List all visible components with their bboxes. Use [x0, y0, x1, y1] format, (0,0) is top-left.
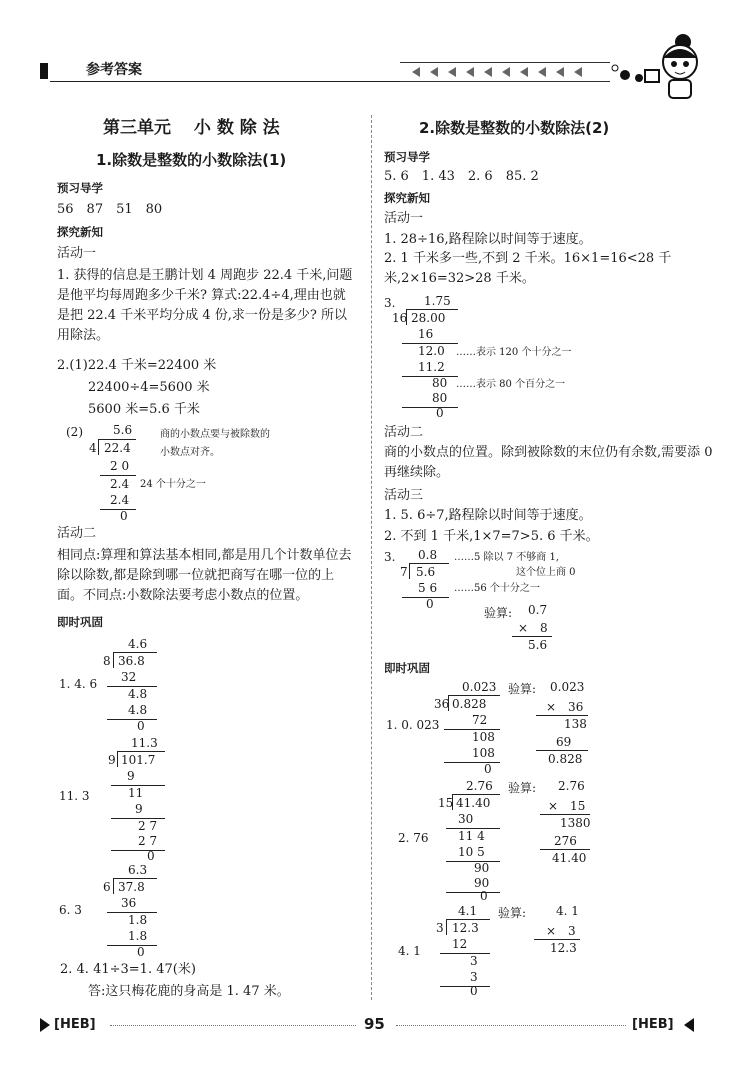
right-activity2-heading: 活动二 [384, 425, 424, 440]
activity1-step2b: 22400÷4=5600 米 [88, 380, 210, 395]
lesson1-title: 1.除数是整数的小数除法(1) [96, 151, 287, 169]
column-divider [371, 115, 372, 1000]
consolidate-heading: 即时巩固 [57, 615, 103, 629]
arrow-pattern-icon [400, 63, 610, 81]
right-explore-heading: 探究新知 [384, 191, 430, 205]
long-division-5.6: 3. 0.8 7 5.6 5 6 0 ……5 除以 7 不够商 1, 这个位上商 0 ……56 个十分之一 验算: 0.7 × 8 5.6 [384, 548, 576, 652]
right-activity1-q2: 2. 1 千米多一些,不到 2 千米。16×1=16<28 千米,2×16=32>28 千米。 [384, 251, 672, 286]
preview-heading: 预习导学 [57, 181, 103, 195]
long-division-22.4: (2) 5.6 4 22.4 2 0 2.4 2.4 0 商的小数点要与被除数的 小数点对齐。 24 个十分之一 [66, 423, 270, 523]
right-activity2-text: 商的小数点的位置。除到被除数的末位仍有余数,需要添 0 再继续除。 [384, 445, 713, 480]
activity1-text: 1. 获得的信息是王鹏计划 4 周跑步 22.4 千米,问题是他平均每周跑多少千米? 算式:22.4÷4,理由也就是把 22.4 千米平均分成 4 份,求一份是多少? 所以用除法。 [57, 268, 353, 343]
long-division-101.7: 11. 3 11.3 9 101.7 9 11 9 2 7 2 7 0 [55, 735, 255, 857]
activity2-heading: 活动二 [57, 526, 97, 541]
question2-answer: 答:这只梅花鹿的身高是 1. 47 米。 [88, 984, 290, 999]
long-division-0.828: 1. 0. 023 0.023 36 0.828 72 108 108 0 验算: 0.023 × 36 138 69 0.828 [386, 680, 587, 776]
right-preview-answers: 5. 6 1. 43 2. 6 85. 2 [384, 169, 539, 184]
activity1-heading: 活动一 [57, 246, 97, 261]
right-activity1-q1: 1. 28÷16,路程除以时间等于速度。 [384, 232, 592, 247]
right-activity1-heading: 活动一 [384, 211, 424, 226]
header-bar [40, 60, 420, 82]
long-division-41.40: 2. 76 2.76 15 41.40 30 11 4 10 5 90 90 0 验算: 2.76 × 15 1380 276 41.40 [398, 779, 591, 903]
right-consolidate-heading: 即时巩固 [384, 661, 430, 675]
right-activity3-q2: 2. 不到 1 千米,1×7=7>5. 6 千米。 [384, 529, 599, 544]
activity2-text: 相同点:算理和算法基本相同,都是用几个计数单位去除以除数,都是除到哪一位就把商写在哪一位的上面。不同点:小数除法要考虑小数点的位置。 [57, 548, 352, 603]
footer-left-code: [HEB] [54, 1017, 96, 1032]
lesson2-title: 2.除数是整数的小数除法(2) [419, 119, 610, 137]
footer-right-marker-icon [684, 1018, 694, 1032]
footer-right-code: [HEB] [632, 1017, 674, 1032]
header-title: 参考答案 [86, 62, 142, 78]
question2-equation: 2. 4. 41÷3=1. 47(米) [60, 962, 196, 977]
activity1-step2c: 5600 米=5.6 千米 [88, 402, 200, 417]
footer-left-marker-icon [40, 1018, 50, 1032]
header-arrow-strip [400, 62, 610, 82]
cartoon-girl-icon [605, 30, 715, 105]
header-marker-icon [40, 63, 48, 79]
page-number: 95 [364, 1015, 385, 1033]
activity1-step2a: 2.(1)22.4 千米=22400 米 [57, 358, 217, 373]
long-division-12.3: 4. 1 4.1 3 12.3 12 3 3 0 验算: 4. 1 × 3 12.3 [398, 904, 579, 998]
long-division-28.00: 3. 1.75 16 28.00 16 12.0 11.2 80 80 0 ……表示 120 个十分之一 ……表示 80 个百分之一 [384, 294, 572, 420]
long-division-36.8: 1. 4. 6 4.6 8 36.8 32 4.8 4.8 0 [55, 636, 255, 728]
long-division-37.8: 6. 3 6.3 6 37.8 36 1.8 1.8 0 [55, 862, 255, 954]
footer-bar [40, 1012, 720, 1036]
preview-answers: 56 87 51 80 [57, 202, 163, 217]
unit-title: 第三单元 小 数 除 法 [103, 118, 280, 138]
right-activity3-q1: 1. 5. 6÷7,路程除以时间等于速度。 [384, 508, 592, 523]
right-activity3-heading: 活动三 [384, 488, 424, 503]
explore-heading: 探究新知 [57, 225, 103, 239]
right-preview-heading: 预习导学 [384, 150, 430, 164]
